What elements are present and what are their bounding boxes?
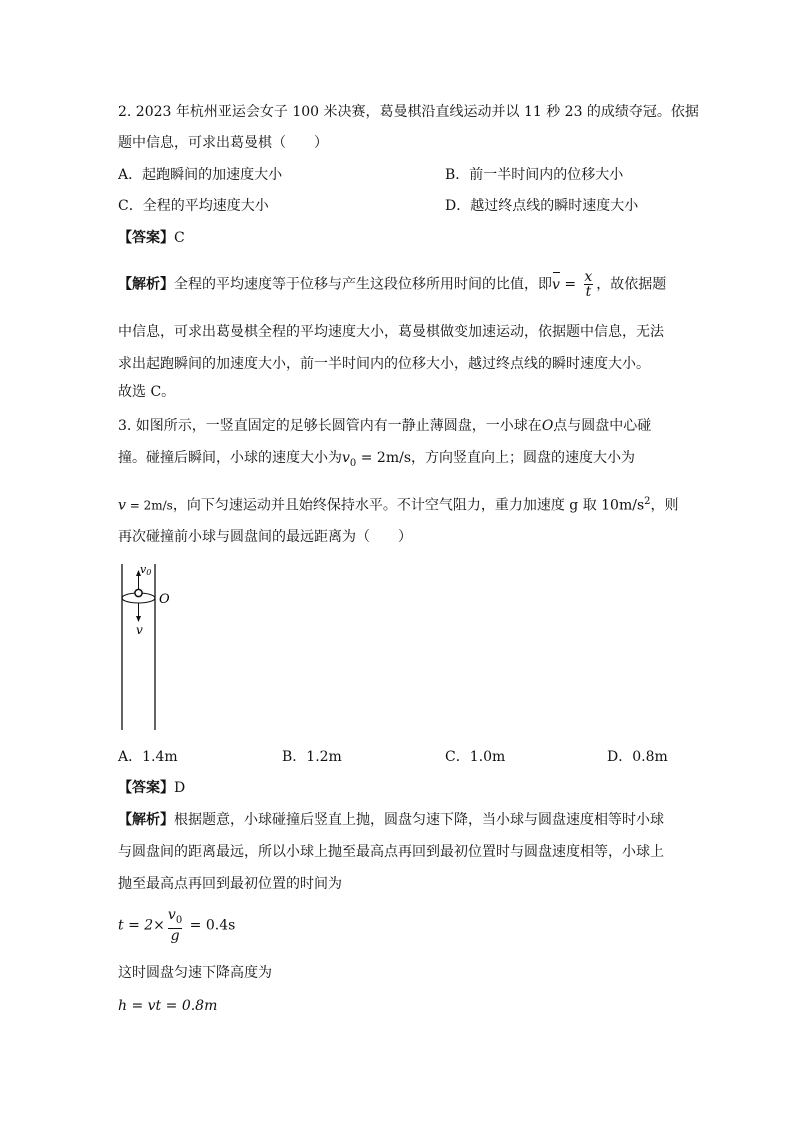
q3-stem-line-3: v = 2m/s，向下匀速运动并且始终保持水平。不计空气阻力，重力加速度 g 取 $10m/s^2$，则 xyxy=(118,496,679,514)
q3-stem-line-2: 撞。碰撞后瞬间，小球的速度大小为$v_0 = 2m/s$，方向竖直向上；圆盘的速度大小为 xyxy=(118,450,636,469)
q3-equation-time: t = 2× $\frac{v_0}{g}$ = 0.4s xyxy=(118,907,236,944)
q3-analysis-line-4: 这时圆盘匀速下降高度为 xyxy=(118,965,272,981)
q2-analysis-line-1: 【解析】全程的平均速度等于位移与产生这段位移所用时间的比值，即v = $\frac{x}{t}$ ，故依据题 xyxy=(118,269,667,300)
q3-answer xyxy=(118,778,185,798)
analysis-tag: 【解析】 xyxy=(118,276,174,293)
analysis-tag: 【解析】 xyxy=(118,812,174,828)
tube-disk-figure xyxy=(110,560,190,732)
q3-option-c: C．1.0m xyxy=(445,749,506,765)
q2-option-b: B．前一半时间内的位移大小 xyxy=(445,167,624,183)
q2-analysis-line-4: 故选 C。 xyxy=(118,384,176,400)
q3-option-b: B．1.2m xyxy=(282,749,342,765)
q3-option-d: D．0.8m xyxy=(607,749,668,765)
q3-analysis-line-2: 与圆盘间的距离最远，所以小球上抛至最高点再回到最初位置时与圆盘速度相等，小球上 xyxy=(118,844,664,860)
q2-analysis-line-3: 求出起跑瞬间的加速度大小，前一半时间内的位移大小，越过终点线的瞬时速度大小。 xyxy=(118,356,650,372)
q2-analysis-line-2: 中信息，可求出葛曼棋全程的平均速度大小，葛曼棋做变加速运动，依据题中信息，无法 xyxy=(118,324,664,340)
v0-over-g-fraction: $\frac{v_0}{g}$ xyxy=(167,907,183,944)
q2-option-d: D．越过终点线的瞬时速度大小 xyxy=(445,198,639,214)
answer-tag: 【答案】 xyxy=(118,780,174,796)
label-v0: v0 xyxy=(140,563,152,577)
q3-equation-height: h = vt = 0.8m xyxy=(118,998,218,1014)
answer-value: D xyxy=(174,780,186,796)
q2-option-c: C．全程的平均速度大小 xyxy=(118,198,269,214)
q3-analysis-line-1: 【解析】根据题意，小球碰撞后竖直上抛，圆盘匀速下降，当小球与圆盘速度相等时小球 xyxy=(118,812,664,828)
label-O: O xyxy=(159,592,170,607)
v-arrowhead xyxy=(136,616,141,622)
q2-stem-line-2: 题中信息，可求出葛曼棋（ ） xyxy=(118,135,328,151)
q3-stem-line-4: 再次碰撞前小球与圆盘间的最远距离为（ ） xyxy=(118,529,412,545)
answer-tag: 【答案】 xyxy=(118,230,174,246)
q3-analysis-line-3: 抛至最高点再回到最初位置的时间为 xyxy=(118,876,342,892)
q2-answer xyxy=(118,228,185,248)
label-v: v xyxy=(136,623,143,637)
answer-value: C xyxy=(174,230,185,246)
q2-stem-line-1: 2. 2023 年杭州亚运会女子 100 米决赛，葛曼棋沿直线运动并以 11 秒 23 的成绩夺冠。依据 xyxy=(118,104,699,120)
x-over-t-fraction: $\frac{x}{t}$ xyxy=(584,269,593,300)
ball xyxy=(135,589,142,596)
q3-option-a: A．1.4m xyxy=(118,749,178,765)
q3-stem-line-1: 3. 如图所示，一竖直固定的足够长圆管内有一静止薄圆盘，一小球在O点与圆盘中心碰 xyxy=(118,418,652,434)
q2-option-a: A．起跑瞬间的加速度大小 xyxy=(118,167,283,183)
mean-velocity-symbol: v xyxy=(552,271,560,299)
